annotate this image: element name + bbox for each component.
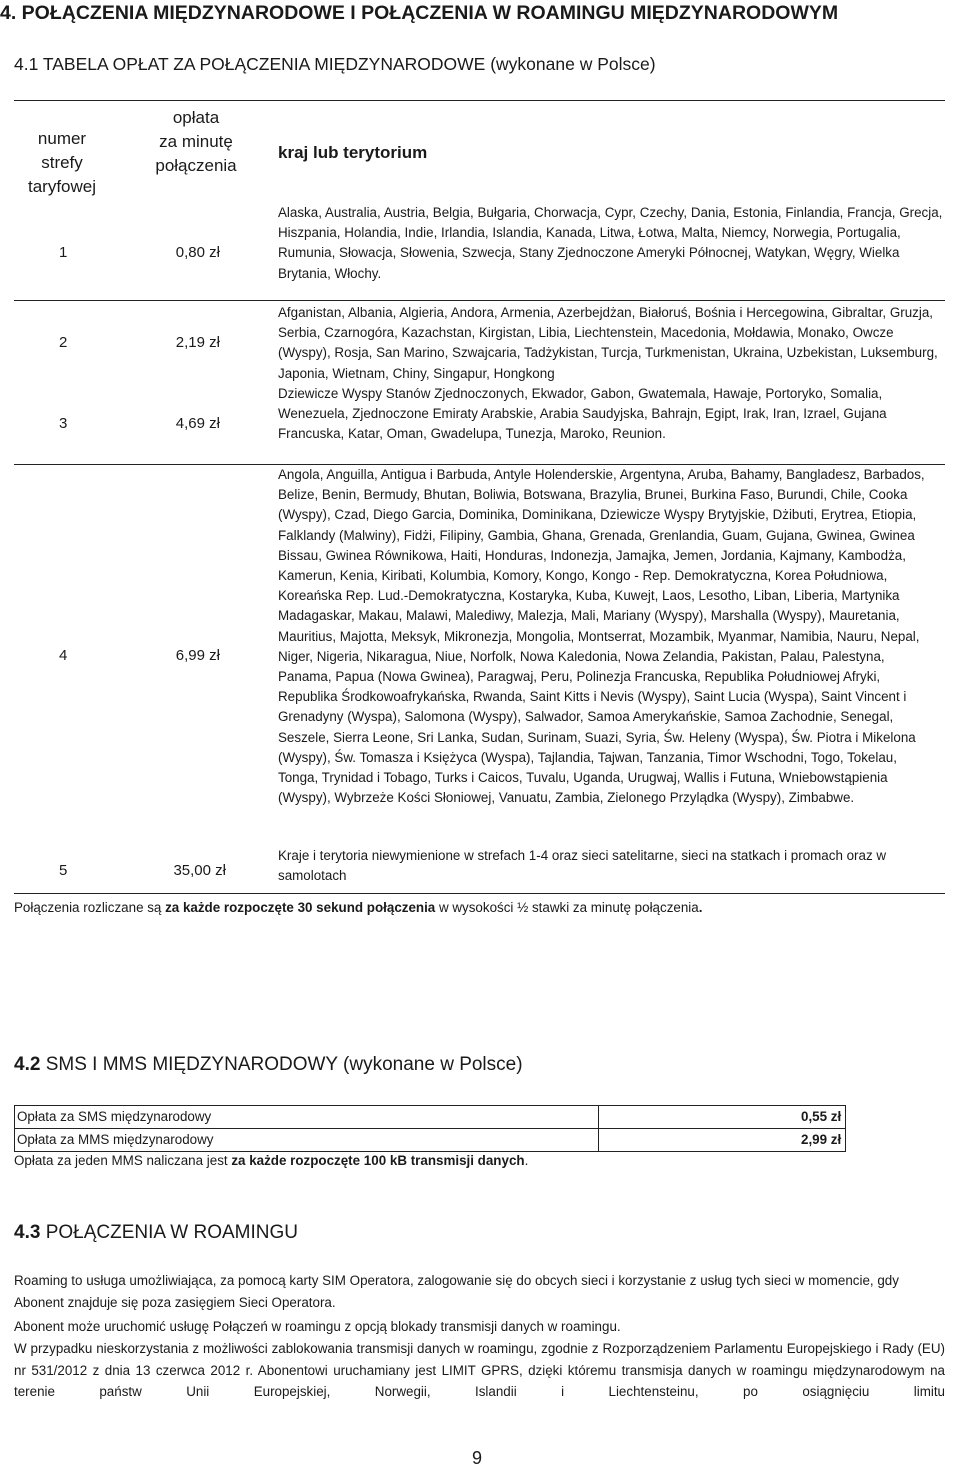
column-divider <box>598 1129 599 1151</box>
header-zone-line2: strefy <box>41 153 83 172</box>
section-42-title: SMS I MMS MIĘDZYNARODOWY (wykonane w Polsce) <box>40 1054 523 1075</box>
fee-label: Opłata za MMS międzynarodowy <box>17 1132 214 1147</box>
zone-number: 3 <box>59 415 68 432</box>
table-row <box>15 1106 845 1128</box>
billing-note <box>14 898 702 918</box>
header-fee-line1: opłata <box>172 108 220 127</box>
mms-note-text: Opłata za jeden MMS naliczana jest <box>14 1153 232 1168</box>
section-43-title: POŁĄCZENIA W ROAMINGU <box>40 1222 299 1243</box>
zone-countries: Dziewicze Wyspy Stanów Zjednoczonych, Ekwador, Gabon, Gwatemala, Hawaje, Portoryko, Somalia, Wenezuela, Zjednoczone Emiraty Arabskie, Arabia Saudyjska, Bahrajn, Egipt, Irak, Iran, Izrael, Gujana Francuska, Katar, Oman, Gwadelupa, Tunezja, Maroko, Reunion. <box>278 386 887 442</box>
sms-mms-table <box>14 1105 846 1152</box>
header-zone <box>14 127 110 199</box>
mms-note <box>14 1151 528 1171</box>
zone-countries: Afganistan, Albania, Algieria, Andora, Armenia, Azerbejdżan, Białoruś, Bośnia i Hercegowina, Gibraltar, Gruzja, Serbia, Czarnogóra, Kazachstan, Kirgistan, Libia, Liechtenstein, Macedonia, Mołdawia, Monako, Owcze (Wyspy), Rosja, San Marino, Szwajcaria, Tadżykistan, Turcja, Turkmenistan, Ukraina, Uzbekistan, Luksemburg, Japonia, Wietnam, Chiny, Singapur, Hongkong <box>278 305 938 381</box>
billing-note-text: w wysokości ½ stawki za minutę połączenia <box>435 900 699 915</box>
roaming-definition: Roaming to usługa umożliwiająca, za pomocą karty SIM Operatora, zalogowanie się do obcych sieci i korzystanie z usług tych sieci w momencie, gdy Abonent znajduje się poza zasięgiem Sieci Operatora. <box>14 1273 899 1310</box>
section-43-number: 4.3 <box>14 1222 41 1243</box>
page-number: 9 <box>472 1448 483 1468</box>
header-fee-line3: połączenia <box>155 156 237 175</box>
billing-note-end: . <box>698 900 703 915</box>
page-title: 4. POŁĄCZENIA MIĘDZYNARODOWE I POŁĄCZENIA W ROAMINGU MIĘDZYNARODOWYM <box>0 2 839 24</box>
billing-note-bold: za każde rozpoczęte 30 sekund połączenia <box>165 900 436 915</box>
section-43-heading <box>14 1220 298 1246</box>
zone-price: 35,00 zł <box>173 862 226 879</box>
table-top-border <box>14 100 945 101</box>
section-41-heading: 4.1 TABELA OPŁAT ZA POŁĄCZENIA MIĘDZYNARODOWE (wykonane w Polsce) <box>14 54 656 74</box>
zone-countries: Angola, Anguilla, Antigua i Barbuda, Antyle Holenderskie, Argentyna, Aruba, Bahamy, Bangladesz, Barbados, Belize, Benin, Bermudy, Bhutan, Boliwia, Botswana, Brazylia, Brunei, Burkina Faso, Burundi, Chile, Cooka (Wyspy), Czad, Diego Garcia, Dominika, Dominikana, Dziewicze Wyspy Brytyjskie, Dżibuti, Erytrea, Etiopia, Falklandy (Malwiny), Fidżi, Filipiny, Gambia, Ghana, Grenada, Grenlandia, Guam, Gujana, Gwinea, Gwinea Bissau, Gwinea Równikowa, Haiti, Honduras, Indonezja, Jamajka, Jemen, Jordania, Kajmany, Kambodża, Kamerun, Kenia, Kiribati, Kolumbia, Komory, Kongo, Kongo - Rep. Demokratyczna, Korea Południowa, Koreańska Rep. Lud.-Demokratyczna, Kostaryka, Kuba, Kuwejt, Laos, Lesotho, Liban, Liberia, Martynika Madagaskar, Makau, Malawi, Malediwy, Malezja, Mali, Mariany (Wyspy), Marshalla (Wyspy), Mauretania, Mauritius, Majotta, Meksyk, Mikronezja, Mongolia, Montserrat, Mozambik, Myanmar, Namibia, Nauru, Nepal, Niger, Nigeria, Nikaragua, Niue, Norfolk, Nowa Kaledonia, Nowa Zelandia, Pakistan, Palau, Palestyna, Panama, Papua (Nowa Gwinea), Paragwaj, Peru, Polinezja Francuska, Republika Południowej Afryki, Republika Środkowoafrykańska, Rwanda, Saint Kitts i Nevis (Wyspy), Saint Lucia (Wyspa), Saint Vincent i Grenadyny (Wyspa), Salomona (Wyspy), Salwador, Samoa Amerykańskie, Samoa Zachodnie, Senegal, Seszele, Sierra Leone, Sri Lanka, Sudan, Surinam, Suazi, Syria, Św. Heleny (Wyspa), Św. Piotra i Mikelona (Wyspy), Św. Tomasza i Księżyca (Wyspa), Tajlandia, Tajwan, Tanzania, Timor Wschodni, Togo, Tokelau, Tonga, Trynidad i Tobago, Turks i Caicos, Tuvalu, Uganda, Urugwaj, Wallis i Futuna, Wniebowstąpienia (Wyspy), Wybrzeże Kości Słoniowej, Vanuatu, Zambia, Zielonego Przylądka (Wyspy), Zimbabwe. <box>278 467 925 806</box>
mms-note-end: . <box>524 1153 529 1168</box>
table-row <box>15 1128 845 1151</box>
zone-price: 4,69 zł <box>175 415 220 432</box>
fee-label: Opłata za SMS międzynarodowy <box>17 1109 212 1124</box>
billing-note-text: Połączenia rozliczane są <box>14 900 166 915</box>
section-42-heading <box>14 1052 523 1078</box>
mms-note-bold: za każde rozpoczęte 100 kB transmisji danych <box>231 1153 525 1168</box>
header-zone-line3: taryfowej <box>27 177 97 196</box>
fee-value: 2,99 zł <box>801 1132 842 1147</box>
section-42-number: 4.2 <box>14 1054 41 1075</box>
column-divider <box>598 1106 599 1128</box>
zone-countries: Kraje i terytoria niewymienione w strefach 1-4 oraz sieci satelitarne, sieci na statkach i promach oraz w samolotach <box>278 848 887 884</box>
zone-price: 2,19 zł <box>175 334 220 351</box>
zone-number: 1 <box>59 244 68 261</box>
zone-price: 0,80 zł <box>175 244 220 261</box>
table-bottom-border <box>14 893 945 894</box>
zone-price: 6,99 zł <box>175 647 220 664</box>
zone-number: 5 <box>59 862 68 879</box>
header-country: kraj lub terytorium <box>278 143 428 162</box>
header-zone-line1: numer <box>37 129 87 148</box>
header-fee-line2: za minutę <box>159 132 233 151</box>
header-fee <box>132 106 260 178</box>
roaming-blocking-note: Abonent może uruchomić usługę Połączeń w roamingu z opcją blokady transmisji danych w roamingu. <box>14 1319 621 1334</box>
zone-number: 4 <box>59 647 68 664</box>
zone-number: 2 <box>59 334 68 351</box>
roaming-limit-paragraph: W przypadku nieskorzystania z możliwości zablokowania transmisji danych w roamingu, zgodnie z Rozporządzeniem Parlamentu Europejskiego i Rady (EU) nr 531/2012 z dnia 13 czerwca 2012 r. Abonentowi uruchamiany jest LIMIT GPRS, dzięki któremu transmisja danych w roamingu międzynarodowym na terenie państw Unii Europejskiej, Norwegii, Islandii i Liechtensteinu, po osiągnięciu limitu <box>14 1341 945 1399</box>
fee-value: 0,55 zł <box>801 1109 842 1124</box>
zone-countries: Alaska, Australia, Austria, Belgia, Bułgaria, Chorwacja, Cypr, Czechy, Dania, Estonia, Finlandia, Francja, Grecja, Hiszpania, Holandia, Indie, Irlandia, Islandia, Kanada, Litwa, Łotwa, Malta, Niemcy, Norwegia, Portugalia, Rumunia, Słowacja, Słowenia, Szwecja, Stany Zjednoczone Ameryki Północnej, Watykan, Węgry, Wielka Brytania, Włochy. <box>278 205 943 281</box>
row-divider <box>14 300 945 301</box>
